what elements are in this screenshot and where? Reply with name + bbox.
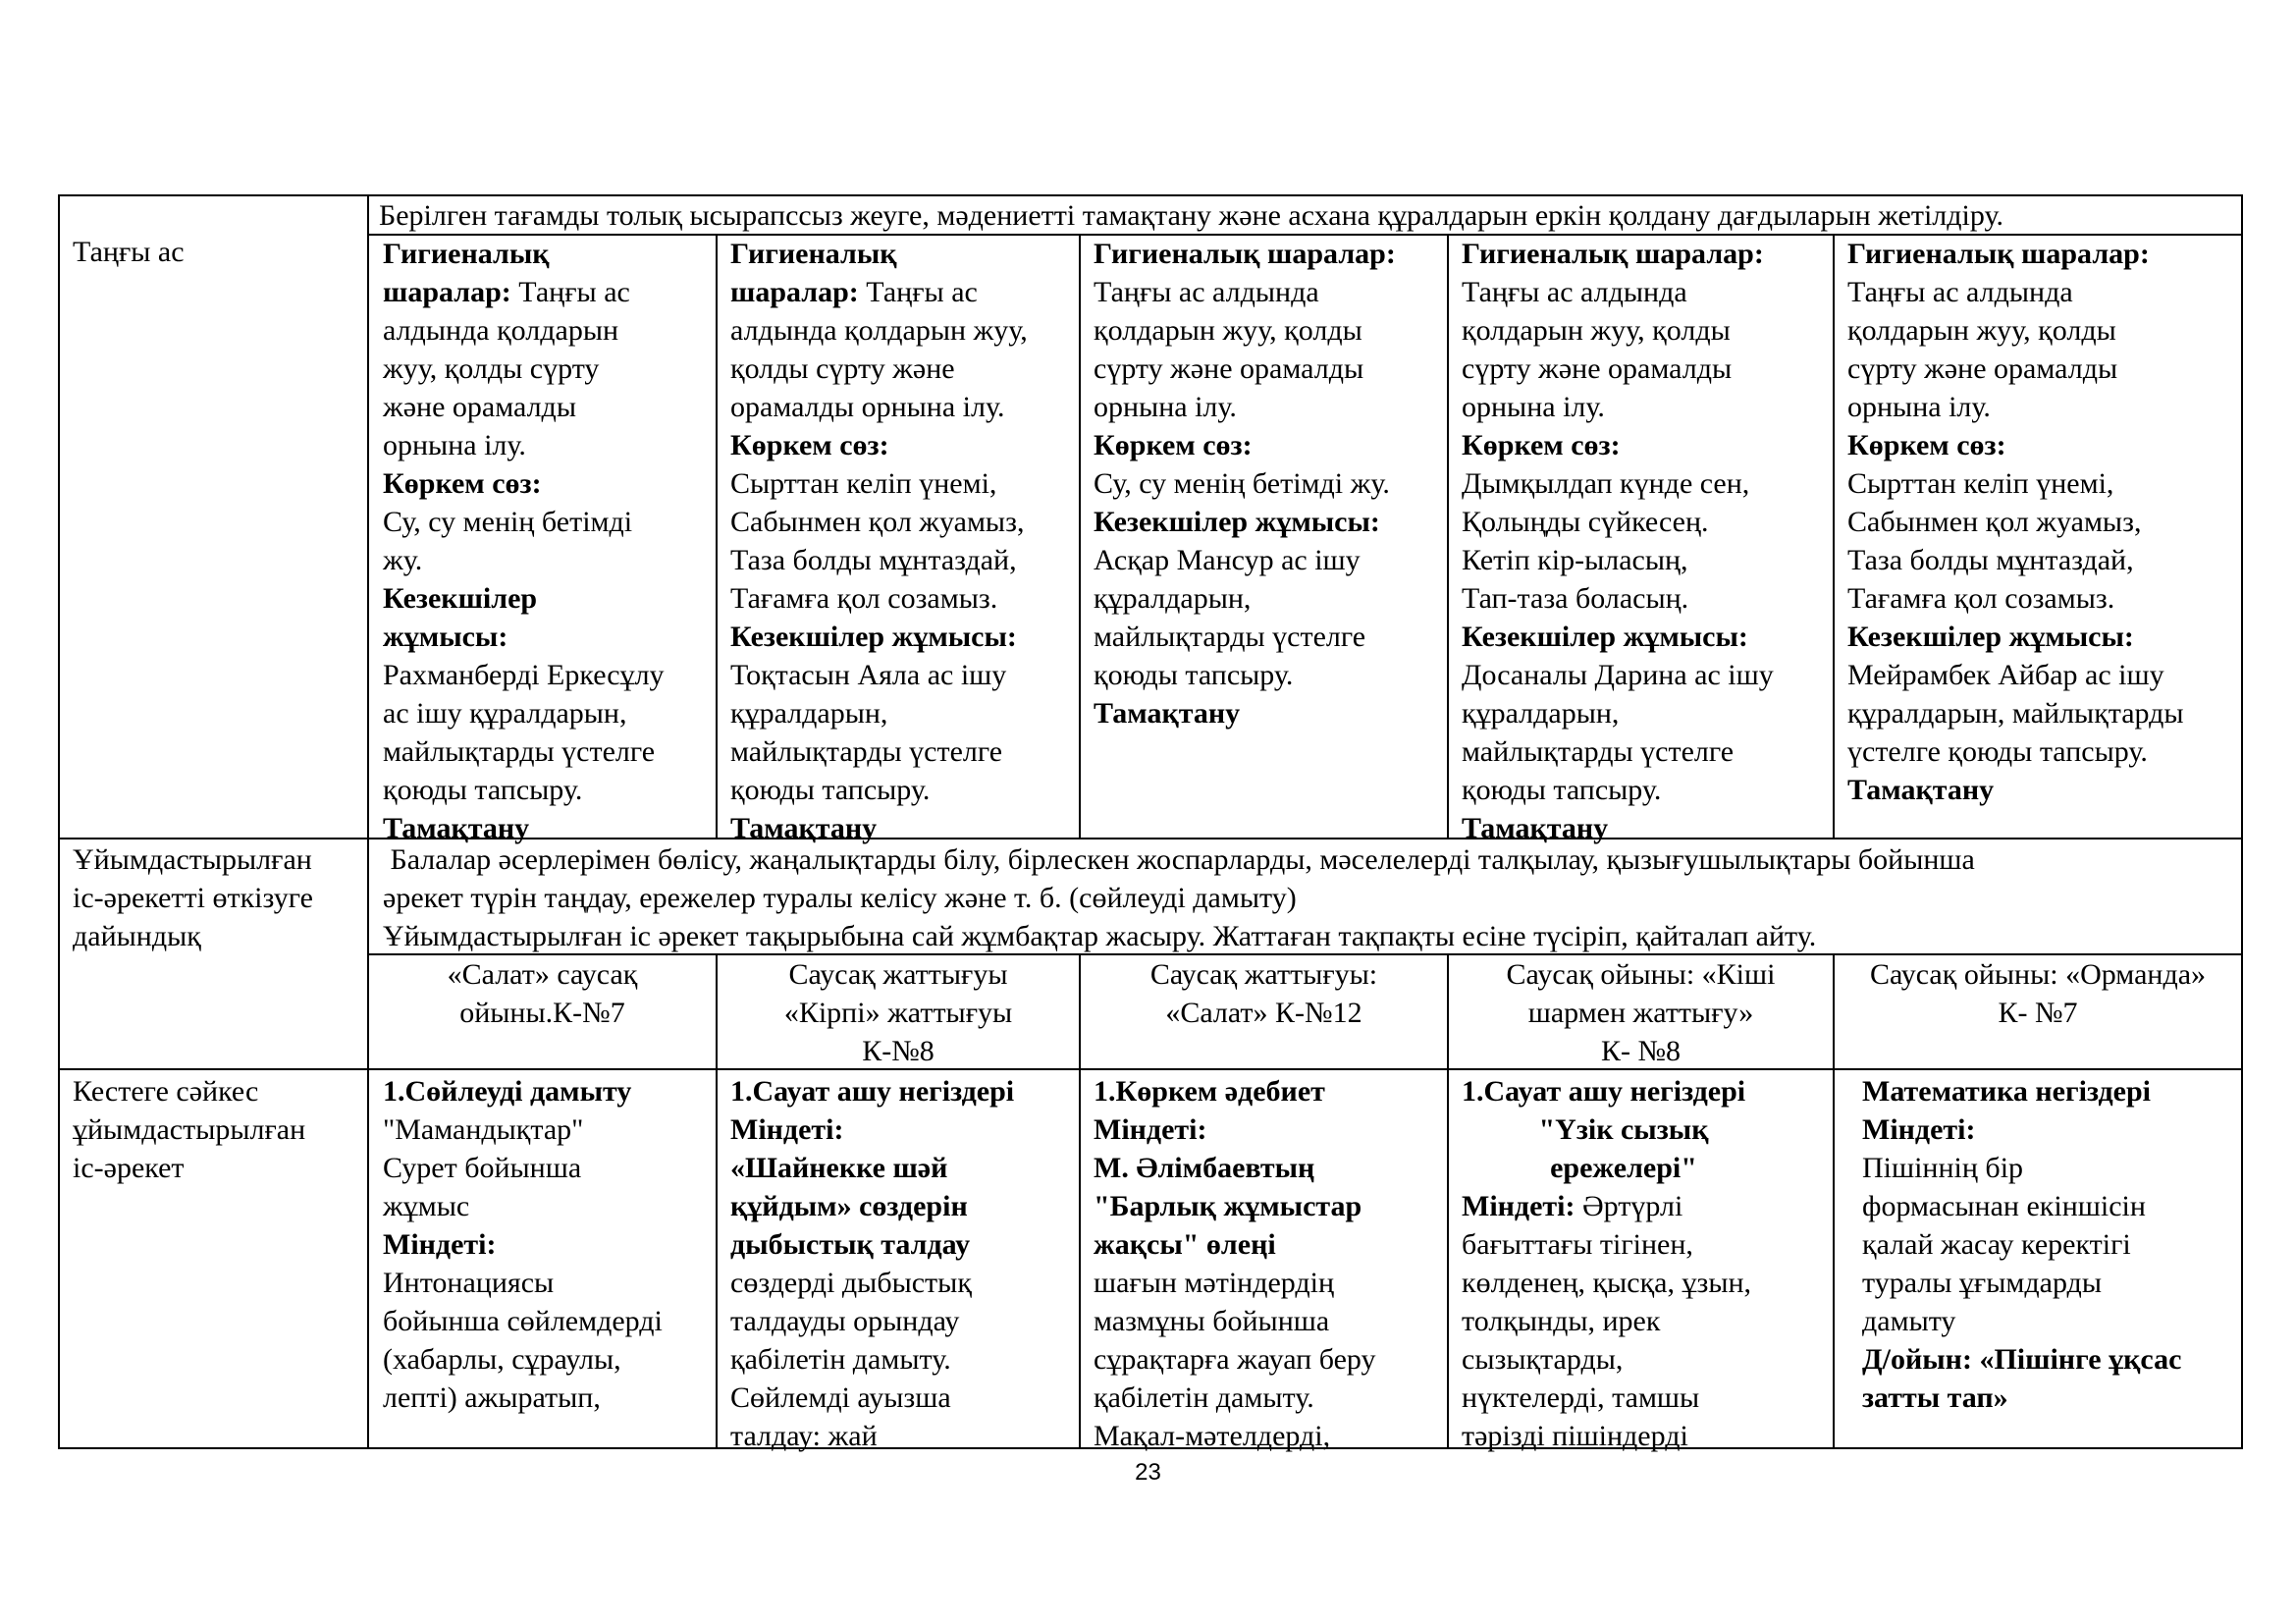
cell-line-text: алдында қолдарын <box>383 314 619 347</box>
text-line: К- №8 <box>1600 1035 1682 1067</box>
schedule-day-2 <box>730 1072 1072 1455</box>
cell-line-text: сүрту және орамалды <box>1462 352 1733 385</box>
cell-line-text: Міндеті: <box>383 1228 497 1261</box>
cell-line <box>1462 311 1827 350</box>
cell-line-text: (хабарлы, сұраулы, <box>383 1343 621 1376</box>
cell-line-text: және орамалды <box>383 391 576 423</box>
cell-line <box>1094 1072 1439 1110</box>
prep-day-4 <box>1449 955 1833 1070</box>
cell-line-text: Сөйлемді ауызша <box>730 1381 951 1414</box>
cell-line <box>1462 1417 1786 1455</box>
text-line: Балалар әсерлерімен бөлісу, жаңалықтарды білу, бірлескен жоспарларды, мәселелерді талқылау, қызығушылықтары бойынша <box>383 843 1975 876</box>
cell-line <box>1862 1302 2235 1340</box>
prep-day-5 <box>1835 955 2241 1032</box>
cell-line <box>1094 618 1439 656</box>
cell-line <box>730 694 1072 732</box>
text-line: «Салат» К-№12 <box>1165 997 1362 1029</box>
cell-line <box>1462 732 1827 771</box>
cell-line <box>730 1225 1072 1264</box>
cell-line <box>383 1187 707 1225</box>
cell-line-text: 1.Көркем әдебиет <box>1094 1075 1325 1108</box>
cell-line-text: затты тап» <box>1862 1381 2008 1414</box>
cell-line-text: Міндеті: <box>1862 1113 1976 1146</box>
cell-line <box>1462 350 1827 388</box>
cell-line-text: қоюды тапсыру. <box>1094 659 1294 691</box>
cell-line-text: қоюды тапсыру. <box>730 774 931 806</box>
cell-line-text: Дымқылдап күнде сен, <box>1462 467 1750 500</box>
cell-line <box>383 235 707 273</box>
cell-line <box>383 1225 707 1264</box>
cell-line-text: Көркем сөз: <box>730 429 889 461</box>
cell-line-text: қалай жасау керектігі <box>1862 1228 2131 1261</box>
cell-line-text: Таза болды мұнтаздай, <box>1847 544 2134 576</box>
cell-line-text: шағын мәтіндердің <box>1094 1267 1335 1299</box>
cell-line-text: бойынша сөйлемдерді <box>383 1305 663 1337</box>
cell-line-text: сызықтарды, <box>1462 1343 1624 1376</box>
cell-line <box>1094 464 1439 503</box>
cell-line <box>730 235 1072 273</box>
cell-line-text: сөздерді дыбыстық <box>730 1267 972 1299</box>
cell-line-text: Су, су менің бетімді жу. <box>1094 467 1390 500</box>
page-number: 23 <box>1135 1459 1161 1486</box>
cell-line-text: қоюды тапсыру. <box>383 774 583 806</box>
cell-line-text: майлықтарды үстелге <box>730 735 1003 768</box>
cell-line-text: Көркем сөз: <box>1847 429 2006 461</box>
cell-line-text: Гигиеналық шаралар: <box>1462 238 1764 270</box>
cell-line-text: жақсы" өлеңі <box>1094 1228 1276 1261</box>
cell-line <box>730 426 1072 464</box>
cell-line <box>1094 1379 1439 1417</box>
cell-line <box>1462 1264 1786 1302</box>
cell-line <box>1462 771 1827 809</box>
cell-line <box>1094 350 1439 388</box>
cell-line-text: Тамақтану <box>730 812 878 844</box>
schedule-day-1 <box>383 1072 707 1417</box>
breakfast-day-1 <box>383 235 707 847</box>
cell-line <box>1847 273 2236 311</box>
cell-line <box>730 618 1072 656</box>
cell-line-text: шаралар: <box>383 276 511 308</box>
text-line: Саусақ ойыны: «Кіші <box>1506 958 1776 991</box>
cell-line <box>1847 426 2236 464</box>
cell-line-text: Таңғы ас алдында <box>1847 276 2073 308</box>
cell-line <box>383 579 707 618</box>
cell-line <box>1462 618 1827 656</box>
cell-line-text: Мейрамбек Айбар ас ішу <box>1847 659 2164 691</box>
cell-line <box>1847 311 2236 350</box>
cell-line <box>383 388 707 426</box>
cell-line <box>1462 579 1827 618</box>
cell-line-text: Д/ойын: «Пішінге ұқсас <box>1862 1343 2182 1376</box>
cell-line-text: формасынан екіншісін <box>1862 1190 2146 1222</box>
cell-line-text: 1.Сөйлеуді дамыту <box>383 1075 632 1108</box>
cell-line-text: тәрізді пішіндерді <box>1462 1420 1688 1452</box>
cell-line <box>730 1149 1072 1187</box>
cell-line <box>730 1340 1072 1379</box>
schedule-day-3 <box>1094 1072 1439 1455</box>
cell-line-text: Рахманберді Еркесұлу <box>383 659 665 691</box>
text-line: «Салат» саусақ <box>447 958 638 991</box>
cell-line-text: қабілетін дамыту. <box>730 1343 951 1376</box>
cell-line-text: Математика негіздері <box>1862 1075 2151 1108</box>
cell-line-text: қолдарын жуу, қолды <box>1094 314 1362 347</box>
cell-line <box>1094 579 1439 618</box>
cell-line-text: талдауды орындау <box>730 1305 960 1337</box>
cell-line <box>1462 1110 1786 1149</box>
cell-line-text: "Барлық жұмыстар <box>1094 1190 1362 1222</box>
cell-line-text: Көркем сөз: <box>383 467 542 500</box>
text-line: ұйымдастырылған <box>73 1113 306 1146</box>
cell-line <box>1847 579 2236 618</box>
cell-line <box>383 464 707 503</box>
cell-line-text: Гигиеналық <box>383 238 550 270</box>
cell-line <box>1462 273 1827 311</box>
text-line: Саусақ жаттығуы <box>788 958 1008 991</box>
cell-line-text: қабілетін дамыту. <box>1094 1381 1314 1414</box>
cell-line-text: жу. <box>383 544 423 576</box>
cell-line <box>383 732 707 771</box>
cell-line <box>730 350 1072 388</box>
cell-line-text: Сурет бойынша <box>383 1152 582 1184</box>
cell-line-text: Сабынмен қол жуамыз, <box>730 506 1025 538</box>
cell-line-rest: Әртүрлі <box>1575 1190 1683 1222</box>
cell-line <box>1847 732 2236 771</box>
cell-line <box>1094 656 1439 694</box>
prep-intro <box>383 840 1975 955</box>
cell-line-text: бағыттағы тігінен, <box>1462 1228 1693 1261</box>
cell-line <box>383 1302 707 1340</box>
cell-line <box>1462 1187 1786 1225</box>
cell-line <box>730 1417 1072 1455</box>
cell-line <box>383 1379 707 1417</box>
cell-line <box>730 579 1072 618</box>
cell-line-text: Таңғы ас алдында <box>1462 276 1687 308</box>
cell-line <box>730 1110 1072 1149</box>
cell-line <box>1094 503 1439 541</box>
cell-line-text: Кезекшілер жұмысы: <box>1847 621 2134 653</box>
cell-line <box>383 1264 707 1302</box>
cell-line <box>1094 541 1439 579</box>
cell-line <box>1094 388 1439 426</box>
cell-line-text: Гигиеналық шаралар: <box>1094 238 1396 270</box>
cell-line-text: Кезекшілер жұмысы: <box>1094 506 1380 538</box>
cell-line-text: Таңғы ас алдында <box>1094 276 1319 308</box>
cell-line-text: жұмысы: <box>383 621 508 653</box>
cell-line-text: көлденең, қысқа, ұзын, <box>1462 1267 1752 1299</box>
cell-line <box>1462 1340 1786 1379</box>
cell-line-text: орнына ілу. <box>1094 391 1237 423</box>
cell-line <box>1462 541 1827 579</box>
prep-day-3 <box>1081 955 1447 1032</box>
text-line: Ұйымдастырылған іс әрекет тақырыбына сай жұмбақтар жасыру. Жаттаған тақпақты есіне түсіріп, қайталап айту. <box>383 920 1817 952</box>
cell-line-text: Кезекшілер <box>383 582 538 615</box>
cell-line <box>1847 694 2236 732</box>
cell-line <box>1462 235 1827 273</box>
cell-line <box>1847 618 2236 656</box>
cell-line-text: Міндеті: <box>1462 1190 1575 1222</box>
cell-line-text: Тамақтану <box>383 812 530 844</box>
cell-line-text: М. Әлімбаевтың <box>1094 1152 1315 1184</box>
cell-line-text: орнына ілу. <box>1462 391 1605 423</box>
cell-line <box>1094 1340 1439 1379</box>
cell-line-text: Кезекшілер жұмысы: <box>730 621 1017 653</box>
cell-line <box>1847 771 2236 809</box>
cell-line <box>383 1110 707 1149</box>
cell-line <box>383 541 707 579</box>
text-line: іс-әрекет <box>73 1152 185 1184</box>
cell-line <box>1094 1225 1439 1264</box>
cell-line-text: Су, су менің бетімді <box>383 506 633 538</box>
cell-line-text: Көркем сөз: <box>1094 429 1253 461</box>
cell-line-text: орнына ілу. <box>1847 391 1991 423</box>
cell-line-text: алдында қолдарын жуу, <box>730 314 1028 347</box>
cell-line <box>1462 1379 1786 1417</box>
cell-line <box>730 273 1072 311</box>
cell-line-text: ережелері" <box>1550 1152 1697 1184</box>
row-label-prep <box>73 840 313 955</box>
text-line: «Кірпі» жаттығуы <box>783 997 1013 1029</box>
cell-line <box>1862 1264 2235 1302</box>
cell-line-text: Сабынмен қол жуамыз, <box>1847 506 2142 538</box>
cell-line-text: Тамақтану <box>1847 774 1995 806</box>
cell-line-text: Тағамға қол созамыз. <box>730 582 998 615</box>
cell-line <box>1462 464 1827 503</box>
cell-line <box>730 541 1072 579</box>
cell-line-text: құралдарын, майлықтарды <box>1847 697 2184 730</box>
cell-line-text: орнына ілу. <box>383 429 526 461</box>
cell-line <box>1847 350 2236 388</box>
cell-line <box>383 426 707 464</box>
cell-line <box>1862 1225 2235 1264</box>
cell-line <box>730 732 1072 771</box>
cell-line <box>1847 464 2236 503</box>
cell-line <box>383 1149 707 1187</box>
cell-line-rest: Таңғы ас <box>510 276 630 308</box>
cell-line-text: Сырттан келіп үнемі, <box>1847 467 2114 500</box>
cell-line <box>1847 235 2236 273</box>
cell-line-text: Міндеті: <box>1094 1113 1207 1146</box>
cell-line-text: қоюды тапсыру. <box>1462 774 1662 806</box>
cell-line <box>1094 1149 1439 1187</box>
cell-line-text: «Шайнекке шәй <box>730 1152 948 1184</box>
cell-line <box>730 311 1072 350</box>
cell-line <box>1462 1072 1786 1110</box>
cell-line <box>730 464 1072 503</box>
cell-line-text: қолдарын жуу, қолды <box>1462 314 1731 347</box>
cell-line <box>1847 388 2236 426</box>
breakfast-goal: Берілген тағамды толық ысырапссыз жеуге, мәдениетті тамақтану және асхана құралдарын еркін қолдану дағдыларын жетілдіру. <box>379 199 2003 232</box>
cell-line-text: Тамақтану <box>1462 812 1609 844</box>
cell-line <box>1862 1149 2235 1187</box>
cell-line <box>1862 1072 2235 1110</box>
cell-line-text: Таза болды мұнтаздай, <box>730 544 1017 576</box>
cell-line-text: Тоқтасын Аяла ас ішу <box>730 659 1007 691</box>
cell-line <box>730 656 1072 694</box>
breakfast-day-5 <box>1847 235 2236 809</box>
prep-day-2 <box>718 955 1079 1070</box>
cell-line <box>730 1302 1072 1340</box>
cell-line-text: Міндеті: <box>730 1113 844 1146</box>
cell-line-text: Тап-таза боласың. <box>1462 582 1689 615</box>
cell-line-text: нүктелерді, тамшы <box>1462 1381 1700 1414</box>
row-label-breakfast: Таңғы ас <box>73 236 185 268</box>
cell-line <box>1847 503 2236 541</box>
text-line: шармен жаттығу» <box>1527 997 1754 1029</box>
cell-line <box>1862 1110 2235 1149</box>
cell-line-text: сұрақтарға жауап беру <box>1094 1343 1376 1376</box>
cell-line <box>1094 1417 1439 1455</box>
cell-line <box>730 388 1072 426</box>
cell-line <box>383 1340 707 1379</box>
cell-line <box>1094 1264 1439 1302</box>
breakfast-day-3 <box>1094 235 1439 732</box>
cell-line <box>383 694 707 732</box>
cell-line-text: Пішіннің бір <box>1862 1152 2024 1184</box>
cell-line <box>730 1187 1072 1225</box>
cell-line <box>383 311 707 350</box>
text-line: Саусақ жаттығуы: <box>1149 958 1378 991</box>
cell-line <box>1462 656 1827 694</box>
cell-line <box>1462 503 1827 541</box>
cell-line-text: орамалды орнына ілу. <box>730 391 1005 423</box>
cell-line <box>1462 1149 1786 1187</box>
cell-line-text: майлықтарды үстелге <box>1462 735 1735 768</box>
text-line: ойыны.К-№7 <box>459 997 625 1029</box>
cell-line-text: Сырттан келіп үнемі, <box>730 467 997 500</box>
cell-line <box>730 1379 1072 1417</box>
cell-line-text: "Мамандықтар" <box>383 1113 584 1146</box>
cell-line-text: ас ішу құралдарын, <box>383 697 627 730</box>
cell-line-text: құралдарын, <box>730 697 888 730</box>
cell-line-text: құралдарын, <box>1094 582 1252 615</box>
cell-line <box>383 656 707 694</box>
cell-line <box>730 1264 1072 1302</box>
cell-line <box>1094 235 1439 273</box>
schedule-day-5 <box>1862 1072 2235 1417</box>
cell-line <box>1462 388 1827 426</box>
cell-line-text: Гигиеналық <box>730 238 897 270</box>
cell-line <box>1862 1187 2235 1225</box>
cell-line <box>1862 1340 2235 1379</box>
cell-line <box>1094 694 1439 732</box>
cell-line-text: Досаналы Дарина ас ішу <box>1462 659 1774 691</box>
breakfast-day-2 <box>730 235 1072 847</box>
cell-line-text: майлықтарды үстелге <box>383 735 656 768</box>
cell-line-text: "Үзік сызық <box>1538 1113 1709 1146</box>
text-line: Ұйымдастырылған <box>73 843 312 876</box>
text-line: дайындық <box>73 920 201 952</box>
cell-line-text: жуу, қолды сүрту <box>383 352 600 385</box>
text-line: әрекет түрін таңдау, ережелер туралы келісу және т. б. (сөйлеуді дамыту) <box>383 882 1297 914</box>
row-label-schedule <box>73 1072 305 1187</box>
cell-line <box>1847 656 2236 694</box>
cell-line-text: сүрту және орамалды <box>1847 352 2118 385</box>
cell-line-text: 1.Сауат ашу негіздері <box>1462 1075 1746 1108</box>
cell-line-text: Интонациясы <box>383 1267 555 1299</box>
cell-line <box>1094 273 1439 311</box>
cell-line <box>383 771 707 809</box>
text-line: іс-әрекетті өткізуге <box>73 882 313 914</box>
cell-line-text: қолды сүрту және <box>730 352 955 385</box>
cell-line-text: құралдарын, <box>1462 697 1620 730</box>
cell-line-text: Асқар Мансур ас ішу <box>1094 544 1361 576</box>
cell-line <box>730 771 1072 809</box>
cell-line <box>383 503 707 541</box>
cell-line <box>1462 694 1827 732</box>
cell-line-text: сүрту және орамалды <box>1094 352 1364 385</box>
cell-line <box>383 618 707 656</box>
schedule-day-4 <box>1462 1072 1786 1455</box>
cell-line-text: мазмұны бойынша <box>1094 1305 1330 1337</box>
cell-line <box>730 503 1072 541</box>
cell-line-text: Гигиеналық шаралар: <box>1847 238 2150 270</box>
cell-line <box>1094 426 1439 464</box>
cell-line-text: туралы ұғымдарды <box>1862 1267 2102 1299</box>
text-line: Саусақ ойыны: «Орманда» <box>1869 958 2207 991</box>
cell-line-text: шаралар: <box>730 276 859 308</box>
cell-line <box>1094 1302 1439 1340</box>
cell-line-text: жұмыс <box>383 1190 470 1222</box>
cell-line-text: Тамақтану <box>1094 697 1241 730</box>
cell-line-text: Мақал-мәтелдерді, <box>1094 1420 1331 1452</box>
cell-line <box>383 350 707 388</box>
cell-line-text: Тағамға қол созамыз. <box>1847 582 2115 615</box>
cell-line-text: дамыту <box>1862 1305 1956 1337</box>
cell-line <box>1094 1187 1439 1225</box>
cell-line <box>1462 426 1827 464</box>
cell-line-text: Кетіп кір-ыласың, <box>1462 544 1688 576</box>
cell-line-text: дыбыстық талдау <box>730 1228 971 1261</box>
cell-line-text: үстелге қоюды тапсыру. <box>1847 735 2148 768</box>
cell-line <box>1462 1225 1786 1264</box>
breakfast-day-4 <box>1462 235 1827 847</box>
text-line: К-№8 <box>862 1035 934 1067</box>
cell-line <box>1462 1302 1786 1340</box>
cell-line-text: Кезекшілер жұмысы: <box>1462 621 1748 653</box>
cell-line <box>1094 1110 1439 1149</box>
cell-line-text: майлықтарды үстелге <box>1094 621 1366 653</box>
cell-line <box>1847 541 2236 579</box>
cell-line-text: лепті) ажыратып, <box>383 1381 601 1414</box>
cell-line <box>1862 1379 2235 1417</box>
cell-line-rest: Таңғы ас <box>858 276 978 308</box>
cell-line <box>383 1072 707 1110</box>
cell-line-text: Көркем сөз: <box>1462 429 1621 461</box>
cell-line-text: қолдарын жуу, қолды <box>1847 314 2116 347</box>
cell-line-text: Қолыңды сүйкесең. <box>1462 506 1709 538</box>
cell-line <box>730 1072 1072 1110</box>
text-line: Кестеге сәйкес <box>73 1075 259 1108</box>
prep-day-1 <box>369 955 716 1032</box>
cell-line <box>1094 311 1439 350</box>
cell-line-text: 1.Сауат ашу негіздері <box>730 1075 1015 1108</box>
cell-line-text: толқынды, ирек <box>1462 1305 1661 1337</box>
cell-line-text: құйдым» сөздерін <box>730 1190 968 1222</box>
cell-line-text: талдау: жай <box>730 1420 878 1452</box>
text-line: К- №7 <box>1998 997 2078 1029</box>
cell-line <box>383 273 707 311</box>
